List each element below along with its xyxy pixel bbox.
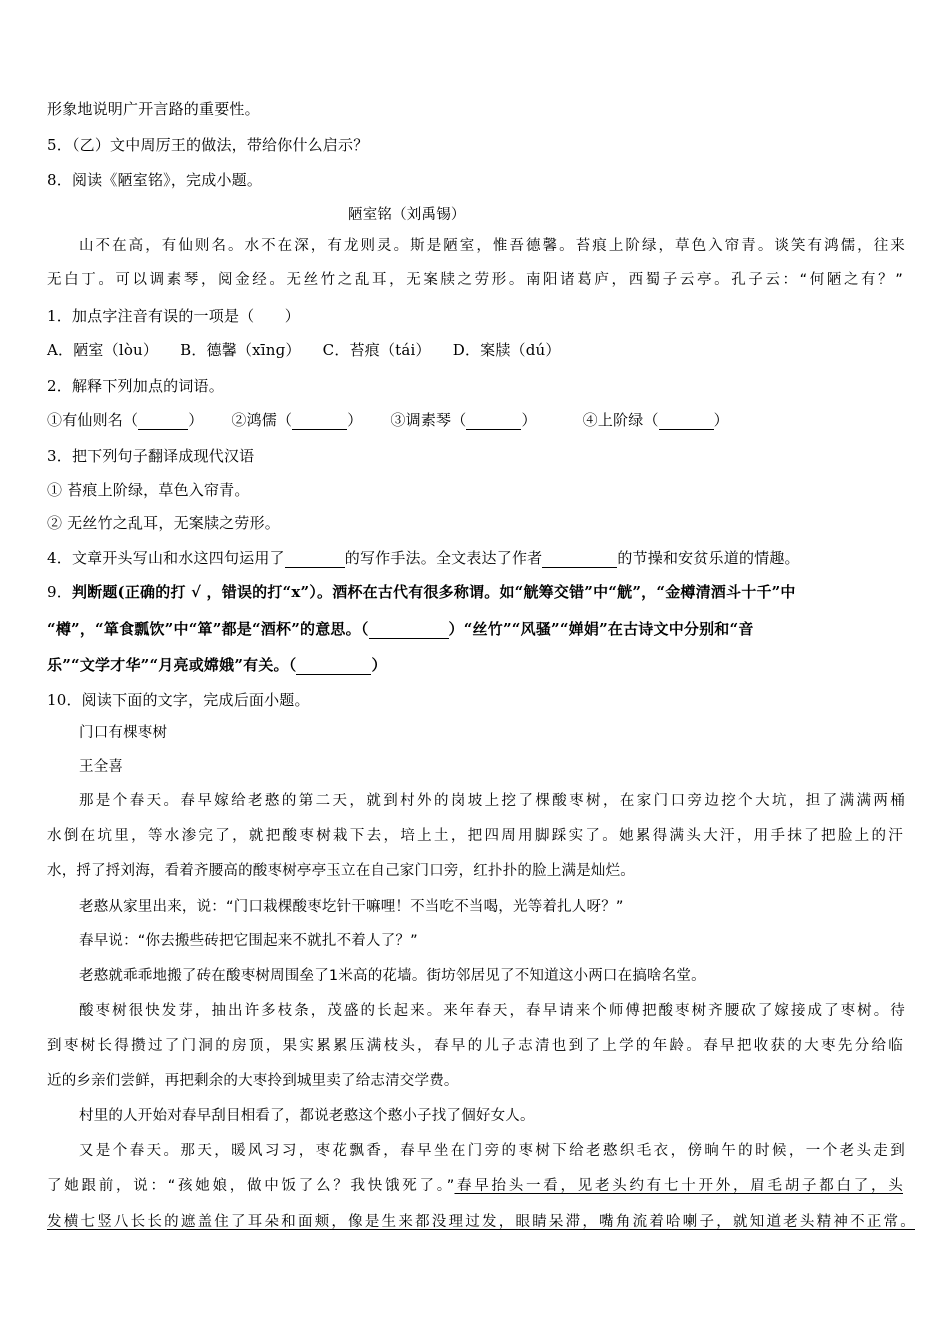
- q9-text: 判断题(正确的打 √ ，错误的打“x”）。酒杯在古代有很多称谓。如“觥筹交错”中“觥”，“金樽清酒斗十千”中: [71, 583, 796, 601]
- poem-title: 陋室铭（刘禹锡）: [348, 207, 466, 223]
- poem-text: 山不在高，有仙则名。水不在深，有龙则灵。斯是陋室，惟吾德馨。苔痕上阶绿，草色入帘青。谈笑有鸿儒，往来: [79, 238, 905, 254]
- answer-blank[interactable]: [369, 622, 449, 639]
- sub-question-2: 2．解释下列加点的词语。: [47, 377, 224, 395]
- answer-blank[interactable]: [296, 658, 371, 675]
- bracket-close: ）: [347, 411, 363, 429]
- bracket-close: ）: [188, 411, 204, 429]
- blank-label-3: ③调素琴（: [390, 411, 467, 429]
- answer-blank[interactable]: [466, 413, 521, 430]
- fill-blanks-row: [47, 410, 729, 430]
- answer-blank[interactable]: [542, 551, 617, 568]
- story-paragraph: 那是个春天。春早嫁给老憨的第二天，就到村外的岗坡上挖了棵酸枣树，在家门口旁边挖个大坑，担了满满两桶: [79, 793, 905, 809]
- question-5: 5．（乙）文中周厉王的做法，带给你什么启示？: [47, 136, 369, 154]
- blank-label-1: ①有仙则名（: [47, 411, 139, 429]
- poem-text: 无白丁。可以调素琴，阅金经。无丝竹之乱耳，无案牍之劳形。南阳诸葛庐，西蜀子云亭。孔子云：“何陋之有？”: [47, 272, 903, 288]
- story-paragraph: 老憨就乖乖地搬了砖在酸枣树周围垒了1米高的花墙。街坊邻居见了不知道这小两口在搞啥名堂。: [79, 968, 706, 984]
- q9-text: 乐”“文学才华”“月亮或嫦娥”有关。（: [47, 656, 297, 674]
- translate-item-2: ② 无丝竹之乱耳，无案牍之劳形。: [47, 514, 280, 532]
- q9-number: 9．: [47, 583, 72, 601]
- underlined-text: 发横七竖八长长的遮盖住了耳朵和面颊，像是生来都没理过发，眼睛呆滞，嘴角流着哈喇子，就知道老头精神不正常。: [47, 1214, 915, 1230]
- story-text: 了她跟前，说：“孩她娘，做中饭了么？我快饿死了。”: [47, 1178, 455, 1194]
- story-paragraph: 又是个春天。那天，暖风习习，枣花飘香，春早坐在门旁的枣树下给老憨织毛衣，傍晌午的时候，一个老头走到: [79, 1143, 905, 1159]
- text-line: 形象地说明广开言路的重要性。: [47, 100, 260, 118]
- translate-item-1: ① 苔痕上阶绿，草色入帘青。: [47, 481, 250, 499]
- question-8-heading: 8．阅读《陋室铭》，完成小题。: [47, 171, 263, 189]
- q4-text: 的写作手法。全文表达了作者: [344, 549, 543, 567]
- answer-blank[interactable]: [138, 413, 188, 430]
- question-9: [47, 582, 796, 602]
- q9-text: ）: [371, 656, 387, 674]
- blank-label-4: ④上阶绿（: [582, 411, 659, 429]
- answer-blank[interactable]: [285, 551, 345, 568]
- answer-blank[interactable]: [292, 413, 347, 430]
- story-paragraph: 老憨从家里出来，说：“门口栽棵酸枣圪针干嘛哩！不当吃不当喝，光等着扎人呀？”: [79, 899, 624, 915]
- bracket-close: ）: [713, 411, 729, 429]
- bracket-close: ）: [521, 411, 537, 429]
- question-9-cont: [47, 655, 387, 675]
- story-paragraph: 村里的人开始对春早刮目相看了，都说老憨这个憨小子找了個好女人。: [79, 1108, 535, 1124]
- option-a[interactable]: A．陋室（lòu）: [47, 341, 159, 359]
- story-title: 门口有棵枣树: [79, 725, 168, 741]
- answer-blank[interactable]: [659, 413, 714, 430]
- sub-question-3: 3．把下列句子翻译成现代汉语: [47, 447, 255, 465]
- q9-text: “樽”，“箪食瓢饮”中“箪”都是“酒杯”的意思。（: [47, 620, 369, 638]
- story-paragraph: 到枣树长得攒过了门洞的房顶，果实累累压满枝头，春早的儿子志清也到了上学的年龄。春早把收获的大枣先分给临: [47, 1038, 903, 1054]
- story-paragraph: 水，捋了捋刘海，看着齐腰高的酸枣树亭亭玉立在自己家门口旁，红扑扑的脸上满是灿烂。: [47, 863, 635, 879]
- options-row: [47, 340, 561, 360]
- story-paragraph: 近的乡亲们尝鲜，再把剩余的大枣拎到城里卖了给志清交学费。: [47, 1073, 459, 1089]
- story-author: 王全喜: [79, 759, 124, 775]
- option-b[interactable]: B．德馨（xīnɡ）: [180, 341, 301, 359]
- blank-label-2: ②鸿儒（: [231, 411, 293, 429]
- story-paragraph: 水倒在坑里，等水渗完了，就把酸枣树栽下去，培上土，把四周用脚踩实了。她累得满头大汗，用手抹了把脸上的汗: [47, 828, 903, 844]
- story-paragraph: 酸枣树很快发芽，抽出许多枝条，茂盛的长起来。来年春天，春早请来个师傅把酸枣树齐腰砍了嫁接成了枣树。待: [79, 1003, 905, 1019]
- q4-text: 的节操和安贫乐道的情趣。: [617, 549, 800, 567]
- story-paragraph: 春早说：“你去搬些砖把它围起来不就扎不着人了？”: [79, 933, 418, 949]
- sub-question-1: 1．加点字注音有误的一项是（ ）: [47, 307, 300, 325]
- q4-text: 4．文章开头写山和水这四句运用了: [47, 549, 285, 567]
- question-9-cont: [47, 619, 754, 639]
- underlined-text: 春早抬头一看，见老头约有七十开外，眉毛胡子都白了，头: [454, 1178, 903, 1194]
- question-10-heading: 10．阅读下面的文字，完成后面小题。: [47, 691, 310, 709]
- sub-question-4: [47, 548, 800, 568]
- option-d[interactable]: D．案牍（dú）: [452, 341, 561, 359]
- option-c[interactable]: C．苔痕（tái）: [322, 341, 431, 359]
- story-paragraph: [47, 1176, 903, 1196]
- q9-text: ）“丝竹”“风骚”“婵娟”在古诗文中分别和“音: [448, 620, 754, 638]
